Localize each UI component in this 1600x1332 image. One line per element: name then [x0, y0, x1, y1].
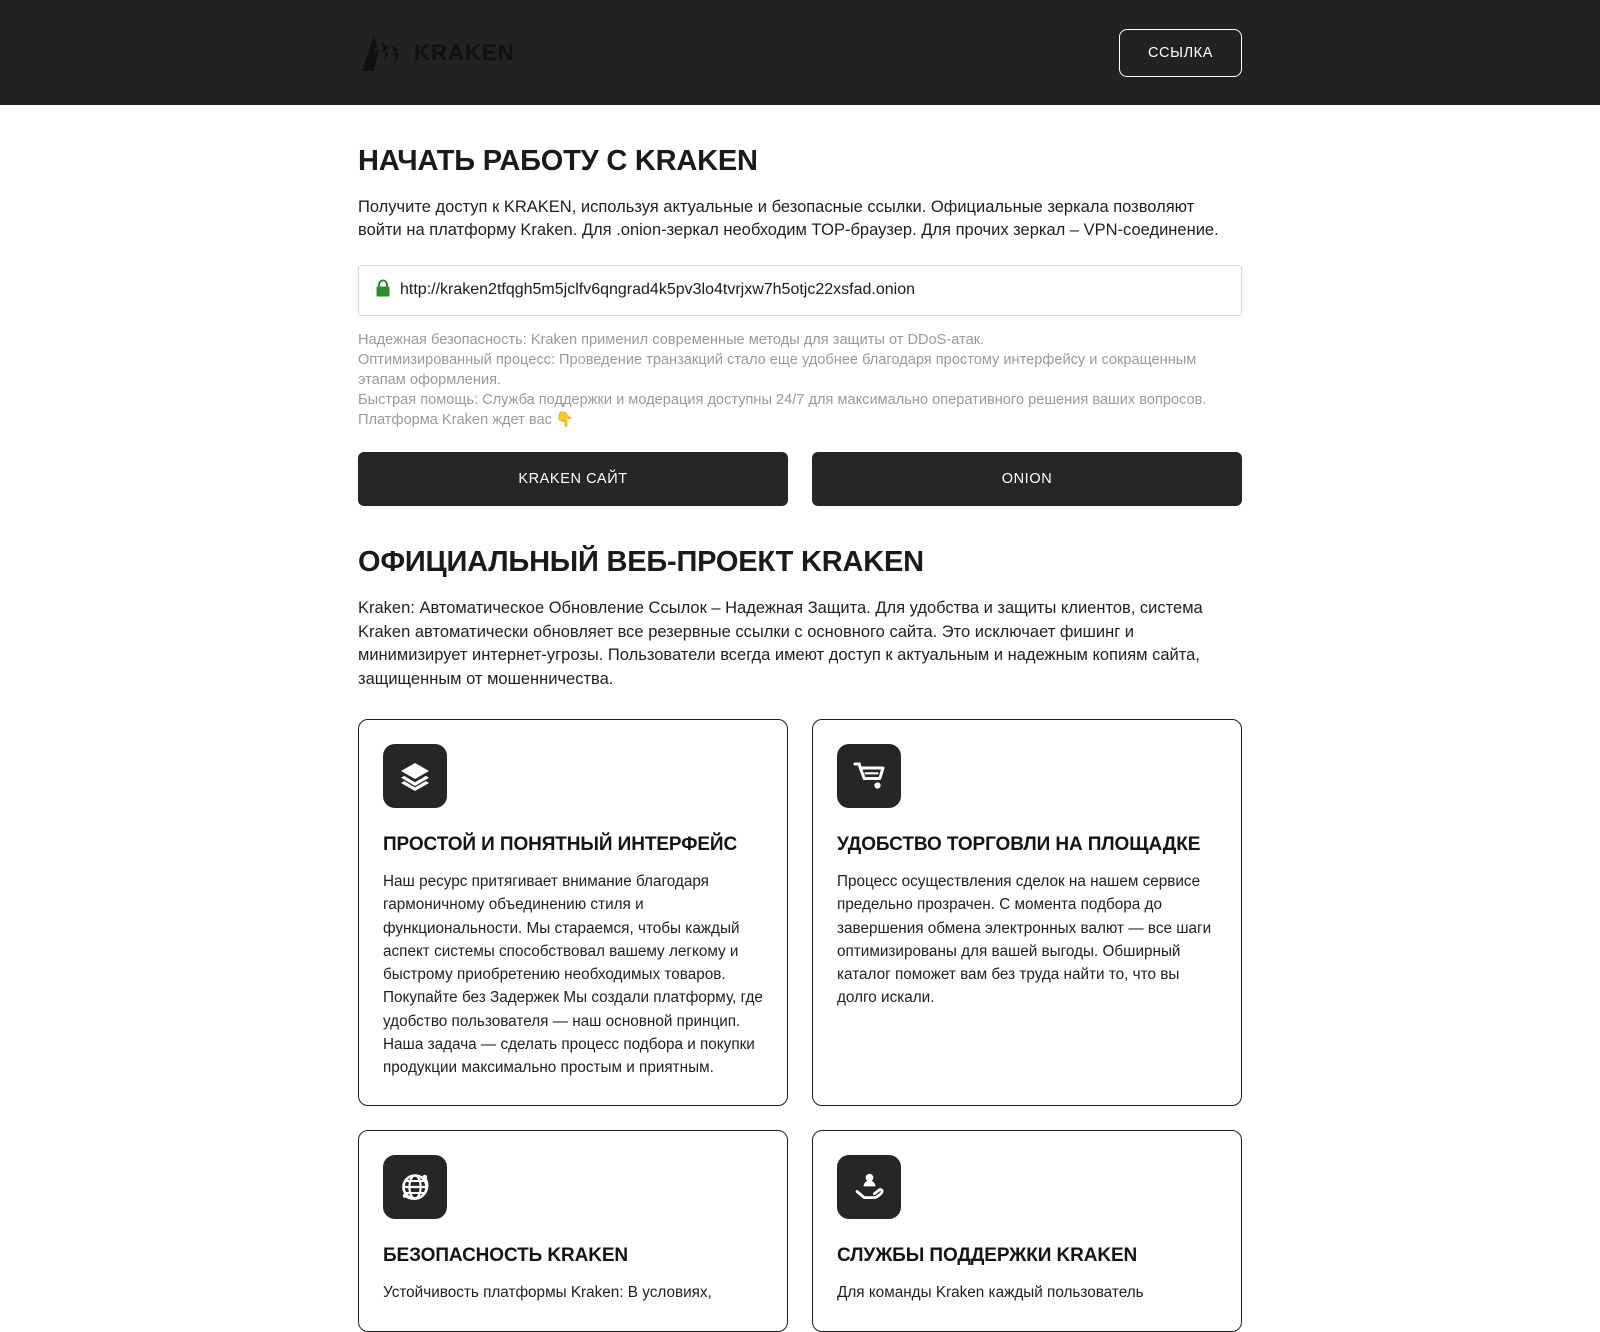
kraken-logo-icon [358, 33, 402, 73]
layers-icon [383, 744, 447, 808]
feature-card [812, 719, 1242, 1106]
globe-icon [383, 1155, 447, 1219]
site-header [0, 0, 1600, 105]
about-title: ОФИЦИАЛЬНЫЙ ВЕБ-ПРОЕКТ KRAKEN [358, 546, 924, 579]
main-content [350, 145, 1250, 1332]
feature-card-text: Устойчивость платформы Kraken: В условиях, [383, 1284, 712, 1302]
about-text: Kraken: Автоматическое Обновление Ссылок – Надежная Защита. Для удобства и защиты клиентов, система Kraken автоматически обновляет все резервные ссылки с основного сайта. Это исключает фишинг и минимизирует интернет-угрозы. Пользователи всегда имеют доступ к актуальным и надежным копиям сайта, защищенным от мошенничества. [358, 599, 1203, 688]
feature-card-title: ПРОСТОЙ И ПОНЯТНЫЙ ИНТЕРФЕЙС [383, 834, 738, 856]
note-line: Быстрая помощь: Служба поддержки и модерация доступны 24/7 для максимально оперативного решения ваших вопросов. [358, 392, 1207, 409]
note-line: Оптимизированный процесс: Проведение транзакций стало еще удобнее благодаря простому интерфейсу и сокращенным этапам оформления. [358, 351, 1197, 389]
support-hand-icon [837, 1155, 901, 1219]
header-link-button[interactable]: ССЫЛКА [1119, 29, 1242, 77]
green-padlock-icon [375, 279, 391, 302]
page-title: НАЧАТЬ РАБОТУ С KRAKEN [358, 145, 758, 177]
feature-card-title: УДОБСТВО ТОРГОВЛИ НА ПЛОЩАДКЕ [837, 834, 1201, 856]
feature-card [358, 719, 788, 1106]
shopping-cart-icon [837, 744, 901, 808]
cta-button-row [358, 452, 1242, 506]
feature-card [812, 1130, 1242, 1331]
hero-lead-text: Получите доступ к KRAKEN, используя актуальные и безопасные ссылки. Официальные зеркала позволяют войти на платформу Kraken. Для .onion-зеркал необходим TOP-браузер. Для прочих зеркал – VPN-соединение. [358, 198, 1219, 240]
mirror-url-value[interactable]: http://kraken2tfqgh5m5jclfv6qngrad4k5pv3lo4tvrjxw7h5otjc22xsfad.onion [400, 281, 915, 299]
note-line: Платформа Kraken ждет вас 👇 [358, 412, 575, 429]
security-notes [358, 330, 1242, 431]
feature-card-title: СЛУЖБЫ ПОДДЕРЖКИ KRAKEN [837, 1245, 1138, 1267]
feature-card-text: Для команды Kraken каждый пользователь [837, 1284, 1144, 1302]
header-inner [350, 0, 1250, 105]
feature-card-text: Процесс осуществления сделок на нашем сервисе предельно прозрачен. С момента подбора до завершения обмена электронных валют — все шаги оптимизированы для вашей выгоды. Обширный каталог поможет вам без труда найти то, что вы долго искали. [837, 873, 1212, 1007]
brand-logo[interactable] [358, 33, 515, 73]
feature-cards-grid [358, 719, 1242, 1332]
onion-button[interactable]: ONION [812, 452, 1242, 506]
feature-card-text: Наш ресурс притягивает внимание благодаря гармоничному объединению стиля и функциональности. Мы стараемся, чтобы каждый аспект системы способствовал вашему легкому и быстрому приобретению необходимых товаров. Покупайте без Задержек Мы создали платформу, где удобство пользователя — наш основной принцип. Наша задача — сделать процесс подбора и покупки продукции максимально простым и приятным. [383, 873, 763, 1077]
feature-card-title: БЕЗОПАСНОСТЬ KRAKEN [383, 1245, 629, 1267]
kraken-site-button[interactable]: KRAKEN САЙТ [358, 452, 788, 506]
mirror-url-field[interactable] [358, 265, 1242, 316]
note-line: Надежная безопасность: Kraken применил современные методы для защиты от DDoS-атак. [358, 331, 985, 348]
feature-card [358, 1130, 788, 1331]
brand-name: KRAKEN [414, 39, 515, 65]
